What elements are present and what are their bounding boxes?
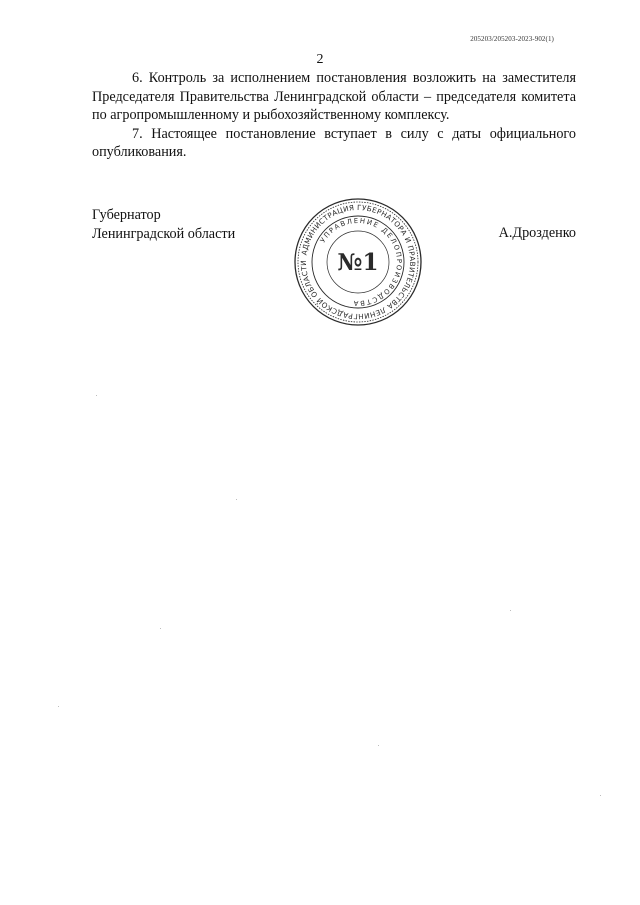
scan-speck	[236, 499, 237, 500]
signature-title	[92, 206, 235, 243]
page-number: 2	[316, 52, 324, 67]
scan-speck	[160, 628, 161, 629]
document-code: 205203/205203-2023-902(1)	[470, 35, 554, 43]
paragraph-7: 7. Настоящее постановление вступает в силу с даты официального опубликования.	[92, 125, 576, 160]
official-seal	[292, 196, 424, 328]
signature-title-line1: Губернатор	[92, 207, 161, 223]
seal-number: №1	[337, 249, 379, 276]
document-body	[92, 69, 576, 162]
seal-outer-text: АДМИНИСТРАЦИЯ ГУБЕРНАТОРА И ПРАВИТЕЛЬСТВА ЛЕНИНГРАДСКОЙ ОБЛАСТИ	[298, 202, 418, 322]
seal-inner-text: УПРАВЛЕНИЕ ДЕЛОПРОИЗВОДСТВА	[318, 216, 404, 308]
signature-title-line2: Ленинградской области	[92, 225, 236, 242]
scan-speck	[58, 706, 59, 707]
scan-speck	[510, 610, 511, 611]
scan-speck	[96, 395, 97, 396]
scan-speck	[378, 745, 379, 746]
scan-speck	[600, 795, 601, 796]
signature-name: А.Дрозденко	[498, 225, 576, 241]
paragraph-6: 6. Контроль за исполнением постановления возложить на заместителя Председателя Правительства Ленинградской области – председателя комитета по агропромышленному и рыбохозяйственному комплексу.	[92, 70, 576, 123]
